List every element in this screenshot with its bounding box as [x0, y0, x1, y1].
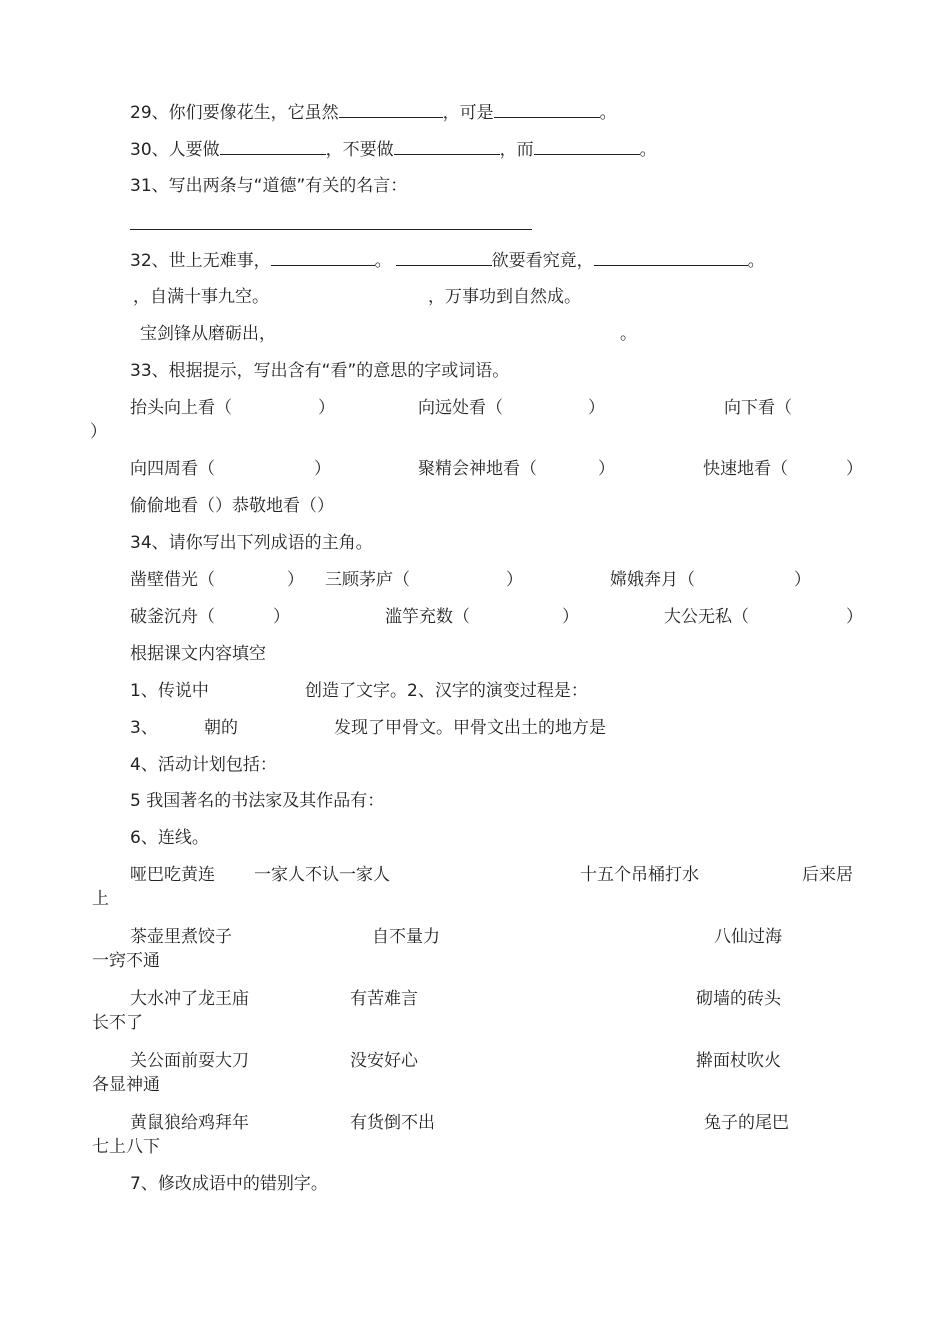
s6-text: 6、连线。: [130, 828, 209, 848]
link-r1-a[interactable]: 哑巴吃黄连: [130, 865, 215, 885]
q32-blank-1[interactable]: [271, 249, 375, 266]
q30-blank-1[interactable]: [220, 138, 326, 155]
link-r2-a[interactable]: 茶壶里煮饺子: [130, 927, 232, 947]
link-r2-b[interactable]: 自不量力: [372, 927, 440, 947]
link-r3-b[interactable]: 有苦难言: [350, 989, 418, 1009]
q30-text-c: ，而: [499, 140, 534, 160]
link-r4-a[interactable]: 关公面前耍大刀: [130, 1051, 249, 1071]
q32-text-a: 32、世上无难事，: [130, 251, 271, 271]
q31-answer-line[interactable]: [130, 229, 532, 230]
link-r3-a[interactable]: 大水冲了龙王庙: [130, 989, 249, 1009]
q34-r2a: 破釜沉舟（: [130, 607, 215, 627]
q32-line-3b: 。: [620, 324, 637, 344]
s3-b: 朝的: [204, 718, 238, 738]
link-r3-d[interactable]: 长不了: [92, 1013, 143, 1033]
q32-text-d: 。: [747, 251, 765, 271]
link-r1-d[interactable]: 后来居: [802, 865, 853, 885]
q30-text-d: 。: [639, 140, 657, 160]
q33-r1b: 向远处看（: [418, 398, 503, 418]
q34-r1a-close: ）: [287, 570, 304, 590]
s5-text: 5 我国著名的书法家及其作品有：: [130, 791, 385, 811]
link-r3-c[interactable]: 砌墙的砖头: [696, 989, 781, 1009]
q29-text-b: ，可是: [442, 103, 494, 123]
link-r1-e[interactable]: 上: [92, 889, 109, 909]
q32-line-3a: 宝剑锋从磨砺出，: [140, 324, 276, 344]
q33-r3: 偷偷地看（）恭敬地看（）: [130, 496, 334, 516]
q34-r1b-close: ）: [506, 570, 523, 590]
s4-text: 4、活动计划包括：: [130, 755, 277, 775]
q29-text-a: 29、你们要像花生，它虽然: [130, 103, 339, 123]
q32-text-b: 。: [374, 251, 392, 271]
q34-r2c: 大公无私（: [664, 607, 749, 627]
link-r5-b[interactable]: 有货倒不出: [350, 1113, 435, 1133]
q29-blank-2[interactable]: [494, 101, 600, 118]
q30-text-b: ，不要做: [325, 140, 394, 160]
link-r1-b[interactable]: 一家人不认一家人: [254, 865, 390, 885]
q33-r2b-close: ）: [598, 459, 615, 479]
link-r5-a[interactable]: 黄鼠狼给鸡拜年: [130, 1113, 249, 1133]
q34-r2b: 滥竽充数（: [385, 607, 470, 627]
link-r4-b[interactable]: 没安好心: [350, 1051, 418, 1071]
q29-blank-1[interactable]: [339, 101, 443, 118]
q33-r1b-close: ）: [588, 398, 605, 418]
q32-blank-2[interactable]: [396, 249, 492, 266]
link-r5-d[interactable]: 七上八下: [92, 1137, 160, 1157]
q33-title: 33、根据提示，写出含有“看”的意思的字或词语。: [130, 361, 510, 381]
q34-title: 34、请你写出下列成语的主角。: [130, 533, 373, 553]
s1-a: 1、传说中: [130, 681, 209, 701]
q31-title: 31、写出两条与“道德”有关的名言：: [130, 176, 408, 196]
q33-r2b: 聚精会神地看（: [418, 459, 537, 479]
s7-text: 7、修改成语中的错别字。: [130, 1174, 328, 1194]
q34-r1a: 凿壁借光（: [130, 570, 215, 590]
q33-r1a: 抬头向上看（: [130, 398, 232, 418]
q30-text-a: 30、人要做: [130, 140, 220, 160]
s3-c: 发现了甲骨文。甲骨文出土的地方是: [334, 718, 606, 738]
q34-r1b: 三顾茅庐（: [325, 570, 410, 590]
s1-b: 创造了文字。2、汉字的演变过程是：: [305, 681, 588, 701]
q33-r2c: 快速地看（: [703, 459, 788, 479]
link-r1-c[interactable]: 十五个吊桶打水: [580, 865, 699, 885]
link-r4-d[interactable]: 各显神通: [92, 1075, 160, 1095]
q32-line-2a: ，自满十事九空。: [133, 287, 269, 307]
q34-r1c: 嫦娥奔月（: [610, 570, 695, 590]
q33-r1a-close: ）: [318, 398, 335, 418]
q30-blank-2[interactable]: [394, 138, 500, 155]
q32-blank-3[interactable]: [594, 249, 748, 266]
q34-r2c-close: ）: [846, 607, 863, 627]
q33-r2a-close: ）: [314, 459, 331, 479]
q30-blank-3[interactable]: [534, 138, 640, 155]
link-r4-c[interactable]: 擀面杖吹火: [696, 1051, 781, 1071]
q33-r1c: 向下看（: [724, 398, 792, 418]
q29-text-c: 。: [599, 103, 617, 123]
link-r5-c[interactable]: 兔子的尾巴: [704, 1113, 789, 1133]
q34-r1c-close: ）: [794, 570, 811, 590]
link-r2-d[interactable]: 一窍不通: [92, 951, 160, 971]
q30-line: [130, 138, 657, 160]
q32-line-2b: ，万事功到自然成。: [428, 287, 581, 307]
q33-r2c-close: ）: [846, 459, 863, 479]
q32-line-1: [130, 249, 765, 271]
s3-a: 3、: [130, 718, 158, 738]
section-title: 根据课文内容填空: [130, 644, 266, 664]
q34-r2a-close: ）: [273, 607, 290, 627]
q29-line: [130, 101, 617, 123]
link-r2-c[interactable]: 八仙过海: [714, 927, 782, 947]
q33-r1c-close: ）: [90, 422, 107, 442]
q32-text-c: 欲要看究竟，: [491, 251, 594, 271]
q33-r2a: 向四周看（: [130, 459, 215, 479]
q34-r2b-close: ）: [562, 607, 579, 627]
